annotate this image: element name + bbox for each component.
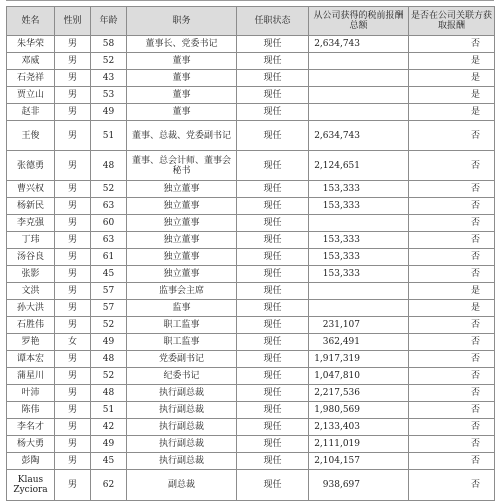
cell-related-party: 是 — [409, 104, 495, 121]
table-row — [7, 36, 495, 53]
cell-name: 张影 — [7, 266, 55, 283]
cell-name: 张德勇 — [7, 151, 55, 181]
cell-compensation: 2,104,157 — [309, 453, 409, 470]
cell-role: 纪委书记 — [127, 368, 237, 385]
cell-role: 董事、总裁、党委副书记 — [127, 121, 237, 151]
table-row — [7, 385, 495, 402]
cell-related-party: 否 — [409, 385, 495, 402]
table-row — [7, 266, 495, 283]
header-gender: 性别 — [55, 7, 91, 36]
cell-age: 45 — [91, 266, 127, 283]
table-row — [7, 104, 495, 121]
cell-compensation: 2,217,536 — [309, 385, 409, 402]
cell-age: 52 — [91, 368, 127, 385]
cell-status: 现任 — [237, 87, 309, 104]
cell-related-party: 否 — [409, 249, 495, 266]
header-role: 职务 — [127, 7, 237, 36]
table-header-row — [7, 7, 495, 36]
cell-age: 43 — [91, 70, 127, 87]
cell-age: 49 — [91, 436, 127, 453]
cell-gender: 女 — [55, 334, 91, 351]
cell-gender: 男 — [55, 436, 91, 453]
table-row — [7, 53, 495, 70]
cell-gender: 男 — [55, 104, 91, 121]
cell-related-party: 否 — [409, 453, 495, 470]
cell-role: 职工监事 — [127, 317, 237, 334]
cell-gender: 男 — [55, 351, 91, 368]
cell-gender: 男 — [55, 53, 91, 70]
cell-age: 58 — [91, 36, 127, 53]
cell-age: 49 — [91, 104, 127, 121]
table-row — [7, 232, 495, 249]
cell-status: 现任 — [237, 151, 309, 181]
cell-gender: 男 — [55, 249, 91, 266]
table-row — [7, 70, 495, 87]
cell-gender: 男 — [55, 402, 91, 419]
cell-status: 现任 — [237, 70, 309, 87]
cell-gender: 男 — [55, 453, 91, 470]
cell-gender: 男 — [55, 70, 91, 87]
cell-compensation: 153,333 — [309, 198, 409, 215]
table-row — [7, 419, 495, 436]
cell-compensation: 2,634,743 — [309, 121, 409, 151]
cell-age: 48 — [91, 351, 127, 368]
cell-age: 61 — [91, 249, 127, 266]
cell-compensation: 231,107 — [309, 317, 409, 334]
cell-role: 独立董事 — [127, 249, 237, 266]
cell-role: 执行副总裁 — [127, 402, 237, 419]
cell-related-party: 否 — [409, 317, 495, 334]
cell-status: 现任 — [237, 436, 309, 453]
cell-status: 现任 — [237, 317, 309, 334]
cell-name: 李名才 — [7, 419, 55, 436]
cell-compensation: 153,333 — [309, 266, 409, 283]
cell-name: 罗艳 — [7, 334, 55, 351]
cell-age: 48 — [91, 385, 127, 402]
cell-status: 现任 — [237, 300, 309, 317]
table-row — [7, 402, 495, 419]
cell-related-party: 否 — [409, 198, 495, 215]
table-row — [7, 215, 495, 232]
table-row — [7, 283, 495, 300]
cell-related-party: 否 — [409, 368, 495, 385]
compensation-table — [6, 6, 495, 501]
cell-role: 董事 — [127, 104, 237, 121]
header-status: 任职状态 — [237, 7, 309, 36]
cell-gender: 男 — [55, 470, 91, 501]
table-row — [7, 181, 495, 198]
cell-related-party: 是 — [409, 70, 495, 87]
cell-name: 孙大洪 — [7, 300, 55, 317]
cell-compensation: 1,917,319 — [309, 351, 409, 368]
cell-name: 蒲星川 — [7, 368, 55, 385]
cell-name: 彭陶 — [7, 453, 55, 470]
cell-role: 副总裁 — [127, 470, 237, 501]
cell-name: 文洪 — [7, 283, 55, 300]
cell-compensation: 1,980,569 — [309, 402, 409, 419]
cell-related-party: 否 — [409, 419, 495, 436]
cell-related-party: 否 — [409, 121, 495, 151]
table-row — [7, 87, 495, 104]
cell-status: 现任 — [237, 36, 309, 53]
cell-age: 45 — [91, 453, 127, 470]
cell-compensation — [309, 104, 409, 121]
cell-role: 执行副总裁 — [127, 436, 237, 453]
cell-role: 独立董事 — [127, 232, 237, 249]
cell-related-party: 是 — [409, 53, 495, 70]
cell-role: 独立董事 — [127, 181, 237, 198]
cell-age: 63 — [91, 198, 127, 215]
cell-age: 52 — [91, 317, 127, 334]
cell-compensation: 153,333 — [309, 181, 409, 198]
cell-compensation — [309, 53, 409, 70]
cell-gender: 男 — [55, 283, 91, 300]
cell-role: 董事、总会计师、董事会秘书 — [127, 151, 237, 181]
cell-age: 51 — [91, 402, 127, 419]
cell-gender: 男 — [55, 317, 91, 334]
cell-name: 曹兴权 — [7, 181, 55, 198]
cell-age: 60 — [91, 215, 127, 232]
table-body — [7, 36, 495, 501]
cell-gender: 男 — [55, 215, 91, 232]
table-row — [7, 334, 495, 351]
cell-compensation: 153,333 — [309, 232, 409, 249]
cell-role: 执行副总裁 — [127, 385, 237, 402]
cell-compensation: 938,697 — [309, 470, 409, 501]
cell-related-party: 否 — [409, 36, 495, 53]
cell-gender: 男 — [55, 36, 91, 53]
cell-gender: 男 — [55, 181, 91, 198]
cell-age: 49 — [91, 334, 127, 351]
cell-age: 48 — [91, 151, 127, 181]
cell-status: 现任 — [237, 266, 309, 283]
cell-status: 现任 — [237, 334, 309, 351]
cell-name: 丁玮 — [7, 232, 55, 249]
cell-compensation: 2,133,403 — [309, 419, 409, 436]
cell-compensation: 2,111,019 — [309, 436, 409, 453]
cell-role: 独立董事 — [127, 198, 237, 215]
cell-status: 现任 — [237, 198, 309, 215]
cell-gender: 男 — [55, 151, 91, 181]
cell-role: 执行副总裁 — [127, 453, 237, 470]
cell-compensation: 2,634,743 — [309, 36, 409, 53]
cell-age: 51 — [91, 121, 127, 151]
cell-name: 叶沛 — [7, 385, 55, 402]
cell-compensation — [309, 300, 409, 317]
cell-age: 52 — [91, 53, 127, 70]
cell-age: 57 — [91, 300, 127, 317]
cell-status: 现任 — [237, 249, 309, 266]
cell-name: 贾立山 — [7, 87, 55, 104]
cell-role: 董事 — [127, 53, 237, 70]
table-row — [7, 453, 495, 470]
cell-gender: 男 — [55, 368, 91, 385]
header-compensation: 从公司获得的税前报酬总额 — [309, 7, 409, 36]
cell-related-party: 是 — [409, 87, 495, 104]
cell-role: 独立董事 — [127, 266, 237, 283]
cell-compensation: 153,333 — [309, 249, 409, 266]
cell-gender: 男 — [55, 87, 91, 104]
cell-name: 王俊 — [7, 121, 55, 151]
table-row — [7, 317, 495, 334]
table-row — [7, 436, 495, 453]
table-row — [7, 151, 495, 181]
cell-name: 石胜伟 — [7, 317, 55, 334]
cell-name: 邓威 — [7, 53, 55, 70]
cell-age: 63 — [91, 232, 127, 249]
cell-related-party: 否 — [409, 215, 495, 232]
cell-compensation — [309, 70, 409, 87]
header-related-party: 是否在公司关联方获取报酬 — [409, 7, 495, 36]
cell-compensation: 362,491 — [309, 334, 409, 351]
cell-related-party: 否 — [409, 334, 495, 351]
cell-gender: 男 — [55, 419, 91, 436]
table-row — [7, 351, 495, 368]
cell-gender: 男 — [55, 266, 91, 283]
cell-compensation: 1,047,810 — [309, 368, 409, 385]
table-row — [7, 198, 495, 215]
table-row — [7, 121, 495, 151]
cell-status: 现任 — [237, 121, 309, 151]
cell-name: 赵非 — [7, 104, 55, 121]
cell-name: 陈伟 — [7, 402, 55, 419]
cell-compensation — [309, 215, 409, 232]
cell-status: 现任 — [237, 385, 309, 402]
table-row — [7, 300, 495, 317]
cell-age: 52 — [91, 181, 127, 198]
cell-name: 李克强 — [7, 215, 55, 232]
cell-name: 谭本宏 — [7, 351, 55, 368]
cell-gender: 男 — [55, 121, 91, 151]
cell-status: 现任 — [237, 368, 309, 385]
cell-compensation — [309, 283, 409, 300]
cell-status: 现任 — [237, 181, 309, 198]
cell-name: 杨大勇 — [7, 436, 55, 453]
cell-related-party: 否 — [409, 151, 495, 181]
cell-name: 石尧祥 — [7, 70, 55, 87]
cell-status: 现任 — [237, 402, 309, 419]
cell-related-party: 否 — [409, 402, 495, 419]
cell-name: 杨新民 — [7, 198, 55, 215]
cell-related-party: 是 — [409, 300, 495, 317]
cell-name: 朱华荣 — [7, 36, 55, 53]
cell-age: 42 — [91, 419, 127, 436]
cell-related-party: 是 — [409, 283, 495, 300]
cell-status: 现任 — [237, 215, 309, 232]
cell-status: 现任 — [237, 453, 309, 470]
cell-role: 董事长、党委书记 — [127, 36, 237, 53]
header-age: 年龄 — [91, 7, 127, 36]
cell-status: 现任 — [237, 419, 309, 436]
cell-role: 党委副书记 — [127, 351, 237, 368]
cell-related-party: 否 — [409, 181, 495, 198]
cell-name: 汤谷良 — [7, 249, 55, 266]
cell-compensation: 2,124,651 — [309, 151, 409, 181]
cell-role: 职工监事 — [127, 334, 237, 351]
cell-compensation — [309, 87, 409, 104]
table-row — [7, 249, 495, 266]
cell-gender: 男 — [55, 232, 91, 249]
header-name: 姓名 — [7, 7, 55, 36]
cell-role: 独立董事 — [127, 215, 237, 232]
cell-age: 62 — [91, 470, 127, 501]
cell-related-party: 否 — [409, 470, 495, 501]
cell-age: 53 — [91, 87, 127, 104]
cell-status: 现任 — [237, 104, 309, 121]
cell-role: 执行副总裁 — [127, 419, 237, 436]
cell-gender: 男 — [55, 300, 91, 317]
cell-age: 57 — [91, 283, 127, 300]
cell-role: 监事会主席 — [127, 283, 237, 300]
table-row — [7, 470, 495, 501]
cell-status: 现任 — [237, 470, 309, 501]
cell-role: 董事 — [127, 87, 237, 104]
cell-status: 现任 — [237, 283, 309, 300]
cell-related-party: 否 — [409, 436, 495, 453]
cell-gender: 男 — [55, 385, 91, 402]
cell-name: Klaus Zyciora — [7, 470, 55, 501]
cell-related-party: 否 — [409, 266, 495, 283]
cell-role: 董事 — [127, 70, 237, 87]
cell-related-party: 否 — [409, 351, 495, 368]
top-rule — [6, 0, 494, 5]
table-row — [7, 368, 495, 385]
cell-role: 监事 — [127, 300, 237, 317]
cell-gender: 男 — [55, 198, 91, 215]
cell-related-party: 否 — [409, 232, 495, 249]
cell-status: 现任 — [237, 53, 309, 70]
cell-status: 现任 — [237, 232, 309, 249]
cell-status: 现任 — [237, 351, 309, 368]
